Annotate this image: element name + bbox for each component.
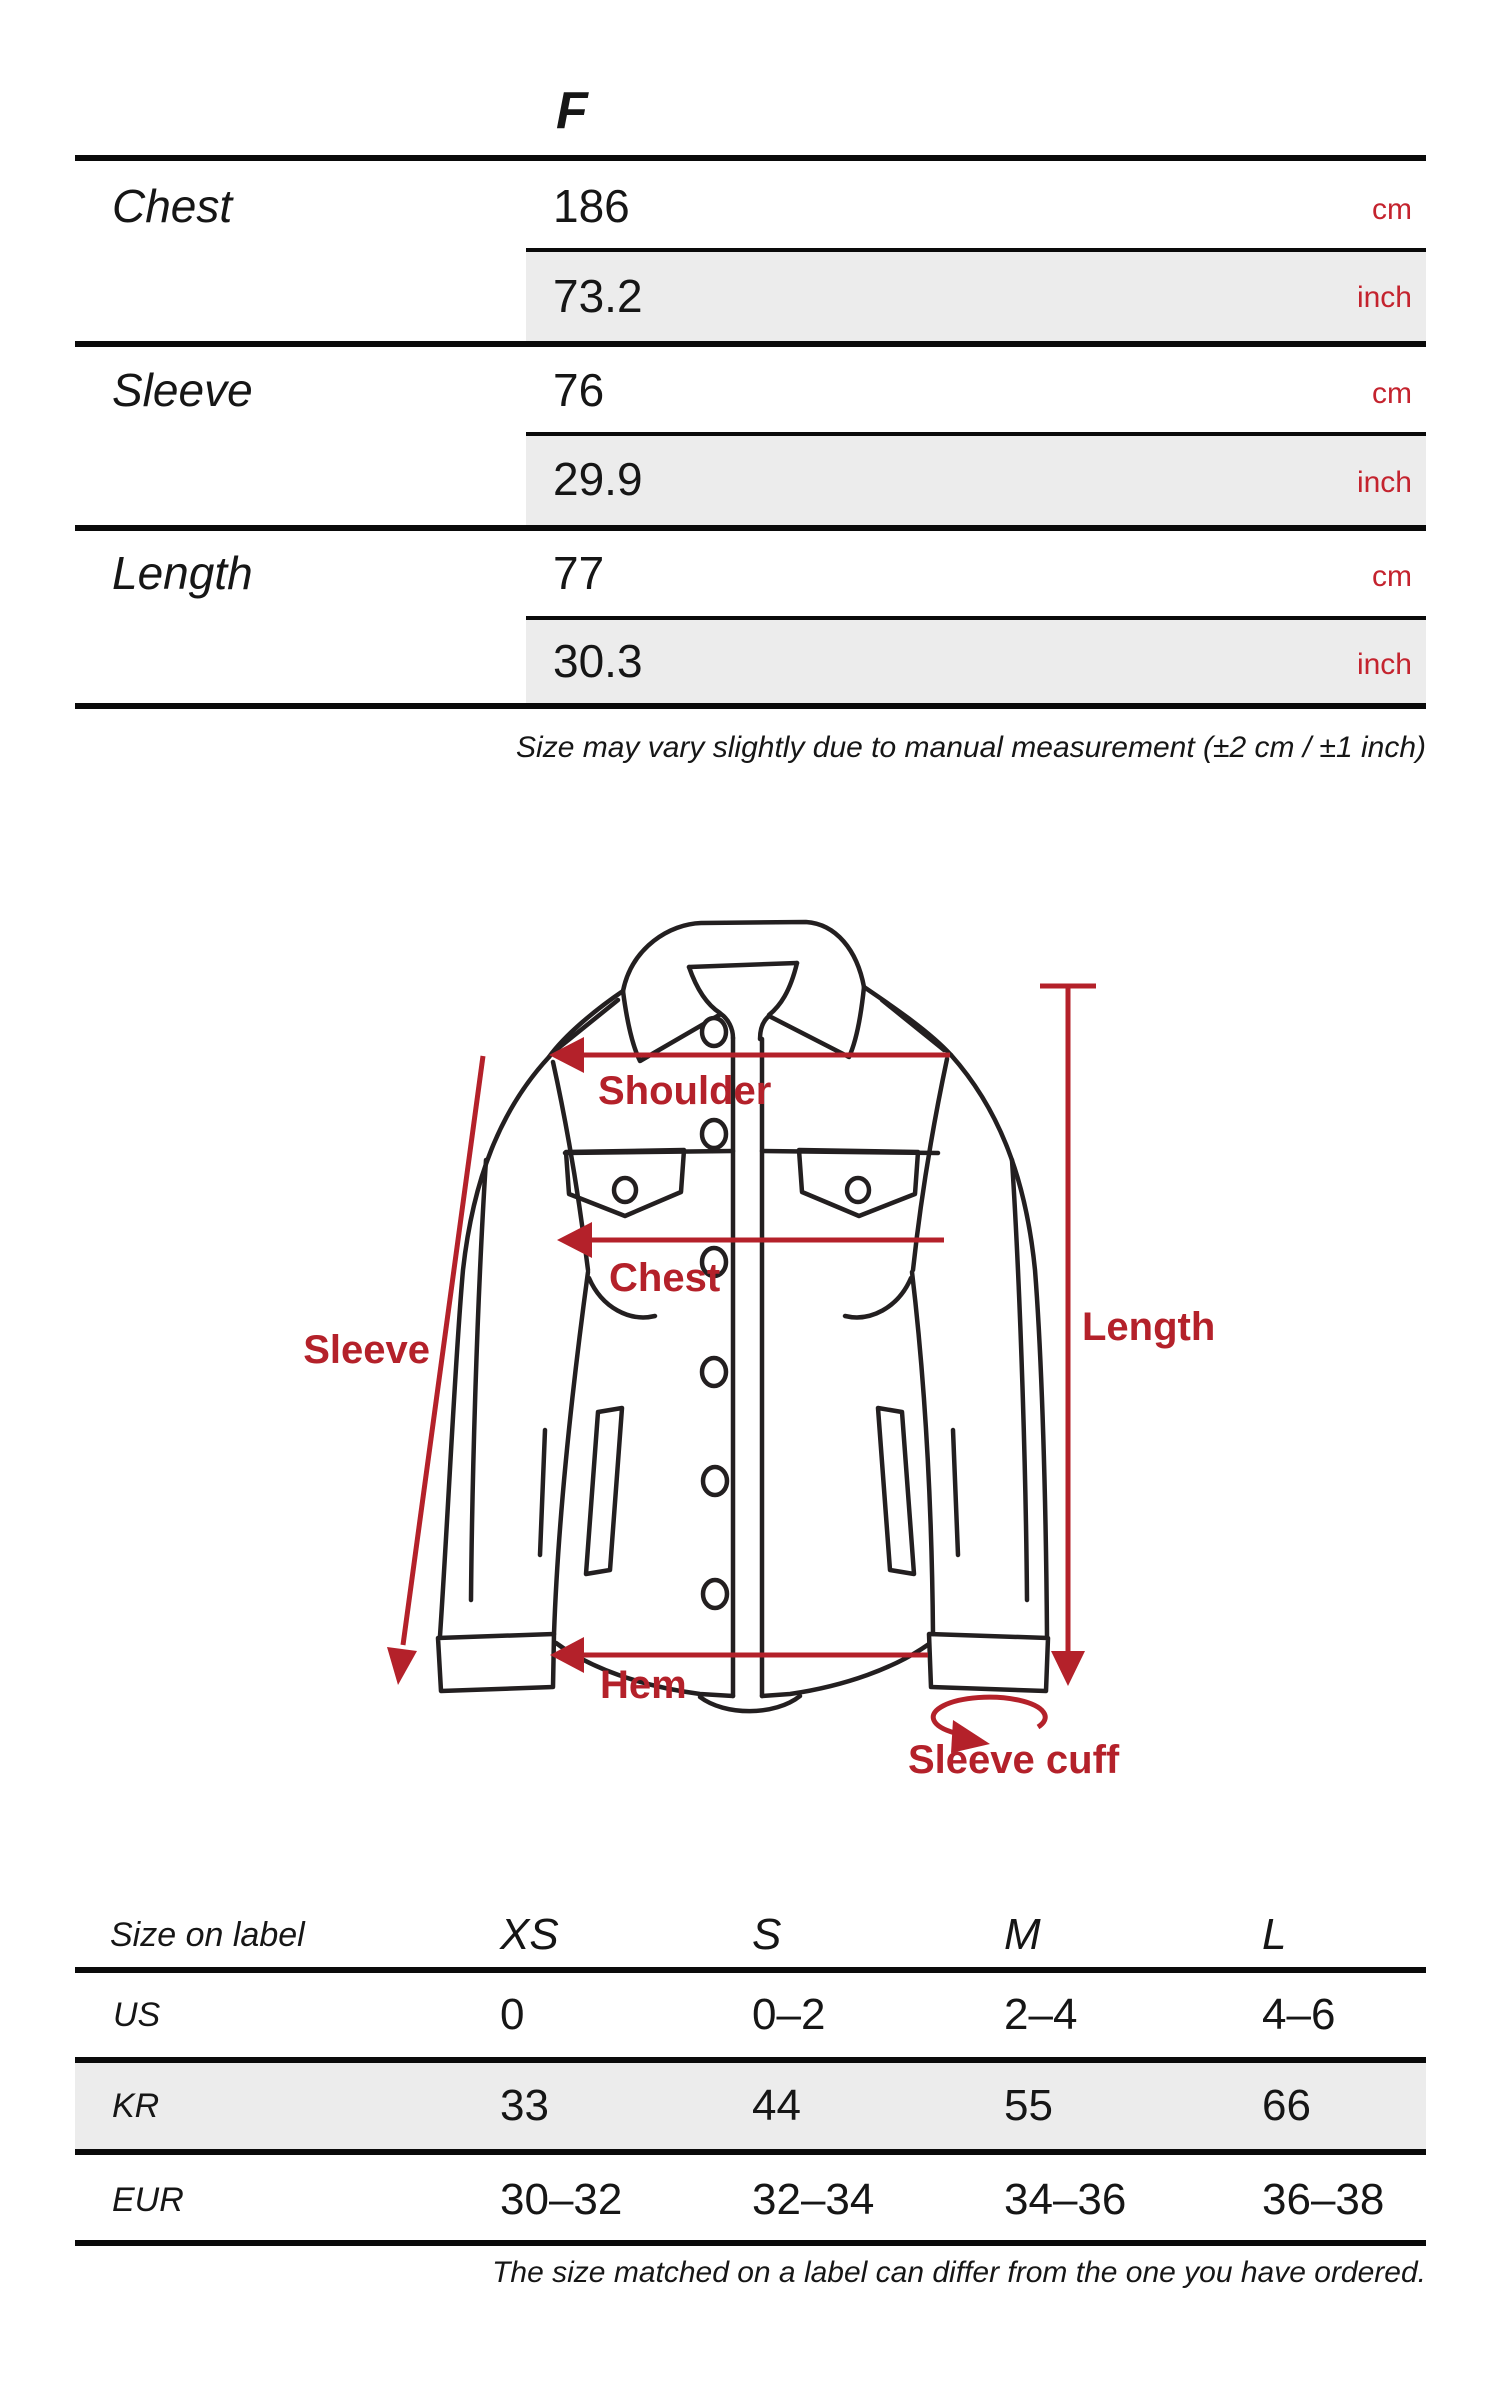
- sleeve-arrowhead-icon: [387, 1647, 417, 1685]
- sleeve-cm-value: 76: [553, 364, 605, 416]
- kr-row-band: [75, 2063, 1426, 2149]
- sleeve-annotation-label: Sleeve: [303, 1328, 430, 1372]
- length-cm-value: 77: [553, 547, 605, 599]
- size-on-label-header: Size on label: [110, 1916, 305, 1954]
- length-annotation-label: Length: [1082, 1305, 1216, 1349]
- size-label-note: The size matched on a label can differ from the one you have ordered.: [492, 2256, 1426, 2289]
- inch-row-band: [526, 620, 1426, 703]
- size-header-m: M: [1004, 1910, 1041, 1959]
- region-label-eur: EUR: [112, 2181, 184, 2219]
- sleeve-cuff-loop-icon: [933, 1697, 1045, 1733]
- kr-m-value: 55: [1004, 2081, 1053, 2130]
- chest-inch-value: 73.2: [553, 270, 643, 322]
- table-rule: [75, 525, 1426, 531]
- eur-m-value: 34–36: [1004, 2175, 1127, 2224]
- eur-xs-value: 30–32: [500, 2175, 623, 2224]
- unit-cm: cm: [1372, 193, 1412, 226]
- unit-cm: cm: [1372, 560, 1412, 593]
- kr-l-value: 66: [1262, 2081, 1311, 2130]
- size-column-header: F: [556, 82, 588, 140]
- chest-arrowhead-icon: [557, 1222, 592, 1258]
- table-rule: [75, 1967, 1426, 1973]
- chest-cm-value: 186: [553, 180, 630, 232]
- size-header-l: L: [1262, 1910, 1287, 1959]
- length-inch-value: 30.3: [553, 635, 643, 687]
- size-header-s: S: [752, 1910, 782, 1959]
- eur-l-value: 36–38: [1262, 2175, 1385, 2224]
- measurement-note: Size may vary slightly due to manual measurement (±2 cm / ±1 inch): [516, 731, 1426, 764]
- us-s-value: 0–2: [752, 1990, 826, 2039]
- measure-label-chest: Chest: [112, 180, 233, 232]
- sleeve-cuff-annotation-label: Sleeve cuff: [908, 1738, 1120, 1782]
- table-rule: [75, 2240, 1426, 2246]
- unit-inch: inch: [1356, 466, 1412, 499]
- table-rule: [75, 341, 1426, 347]
- kr-xs-value: 33: [500, 2081, 549, 2130]
- table-rule: [75, 155, 1426, 161]
- jacket-measurement-diagram: [250, 880, 1250, 1830]
- jacket-outline: [438, 922, 1048, 1711]
- us-xs-value: 0: [500, 1990, 525, 2039]
- inch-row-band: [526, 252, 1426, 341]
- eur-s-value: 32–34: [752, 2175, 875, 2224]
- shoulder-annotation-label: Shoulder: [598, 1069, 772, 1113]
- region-label-kr: KR: [112, 2087, 160, 2125]
- unit-inch: inch: [1356, 281, 1412, 314]
- region-label-us: US: [113, 1996, 161, 2034]
- chest-annotation-label: Chest: [609, 1256, 721, 1300]
- us-m-value: 2–4: [1004, 1990, 1078, 2039]
- hem-annotation-label: Hem: [600, 1663, 687, 1707]
- sleeve-inch-value: 29.9: [553, 453, 643, 505]
- table-rule: [75, 2149, 1426, 2155]
- inch-row-band: [526, 436, 1426, 525]
- kr-s-value: 44: [752, 2081, 801, 2130]
- table-rule: [75, 703, 1426, 709]
- measure-label-length: Length: [112, 547, 253, 599]
- unit-cm: cm: [1372, 377, 1412, 410]
- length-arrowhead-icon: [1051, 1651, 1085, 1686]
- measure-label-sleeve: Sleeve: [112, 364, 253, 416]
- unit-inch: inch: [1356, 648, 1412, 681]
- size-header-xs: XS: [500, 1910, 559, 1959]
- us-l-value: 4–6: [1262, 1990, 1336, 2039]
